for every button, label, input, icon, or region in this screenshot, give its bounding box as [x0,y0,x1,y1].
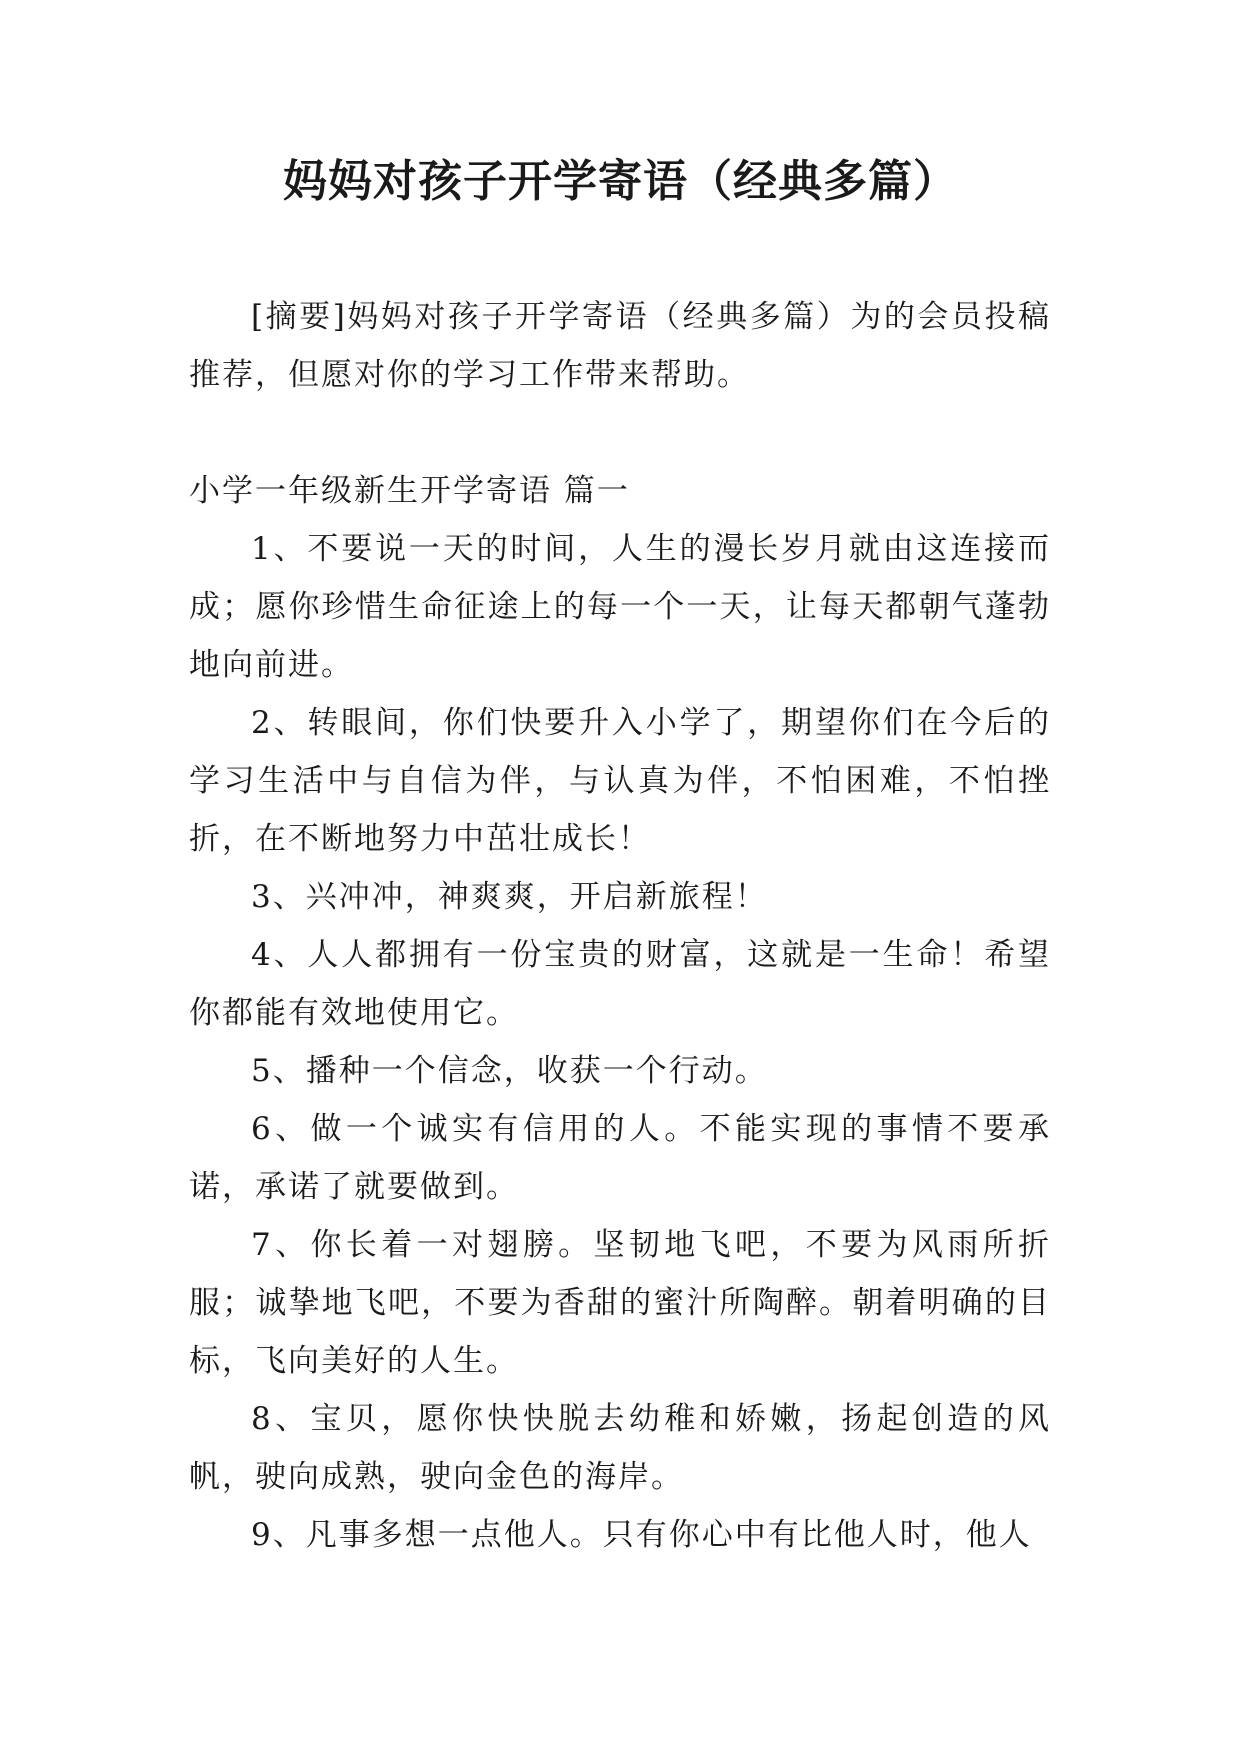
document-body [189,288,1051,1564]
paragraph-1: 1、不要说一天的时间，人生的漫长岁月就由这连接而成；愿你珍惜生命征途上的每一个一天，让每天都朝气蓬勃地向前进。 [189,531,1051,683]
paragraph-2: 2、转眼间，你们快要升入小学了，期望你们在今后的学习生活中与自信为伴，与认真为伴，不怕困难，不怕挫折，在不断地努力中茁壮成长！ [189,705,1051,857]
paragraph-4: 4、人人都拥有一份宝贵的财富，这就是一生命！希望你都能有效地使用它。 [189,937,1051,1031]
section-heading: 小学一年级新生开学寄语 篇一 [189,473,630,509]
summary-paragraph: [摘要]妈妈对孩子开学寄语（经典多篇）为的会员投稿推荐，但愿对你的学习工作带来帮助。 [189,299,1051,393]
paragraph-7: 7、你长着一对翅膀。坚韧地飞吧，不要为风雨所折服；诚挚地飞吧，不要为香甜的蜜汁所陶醉。朝着明确的目标，飞向美好的人生。 [189,1227,1051,1379]
paragraph-3: 3、兴冲冲，神爽爽，开启新旅程！ [251,879,768,915]
paragraph-6: 6、做一个诚实有信用的人。不能实现的事情不要承诺，承诺了就要做到。 [189,1111,1051,1205]
paragraph-5: 5、播种一个信念，收获一个行动。 [251,1053,768,1089]
paragraph-9: 9、凡事多想一点他人。只有你心中有比他人时，他人 [251,1517,1032,1553]
paragraph-8: 8、宝贝，愿你快快脱去幼稚和娇嫩，扬起创造的风帆，驶向成熟，驶向金色的海岸。 [189,1401,1051,1495]
document-title: 妈妈对孩子开学寄语（经典多篇） [283,156,958,207]
